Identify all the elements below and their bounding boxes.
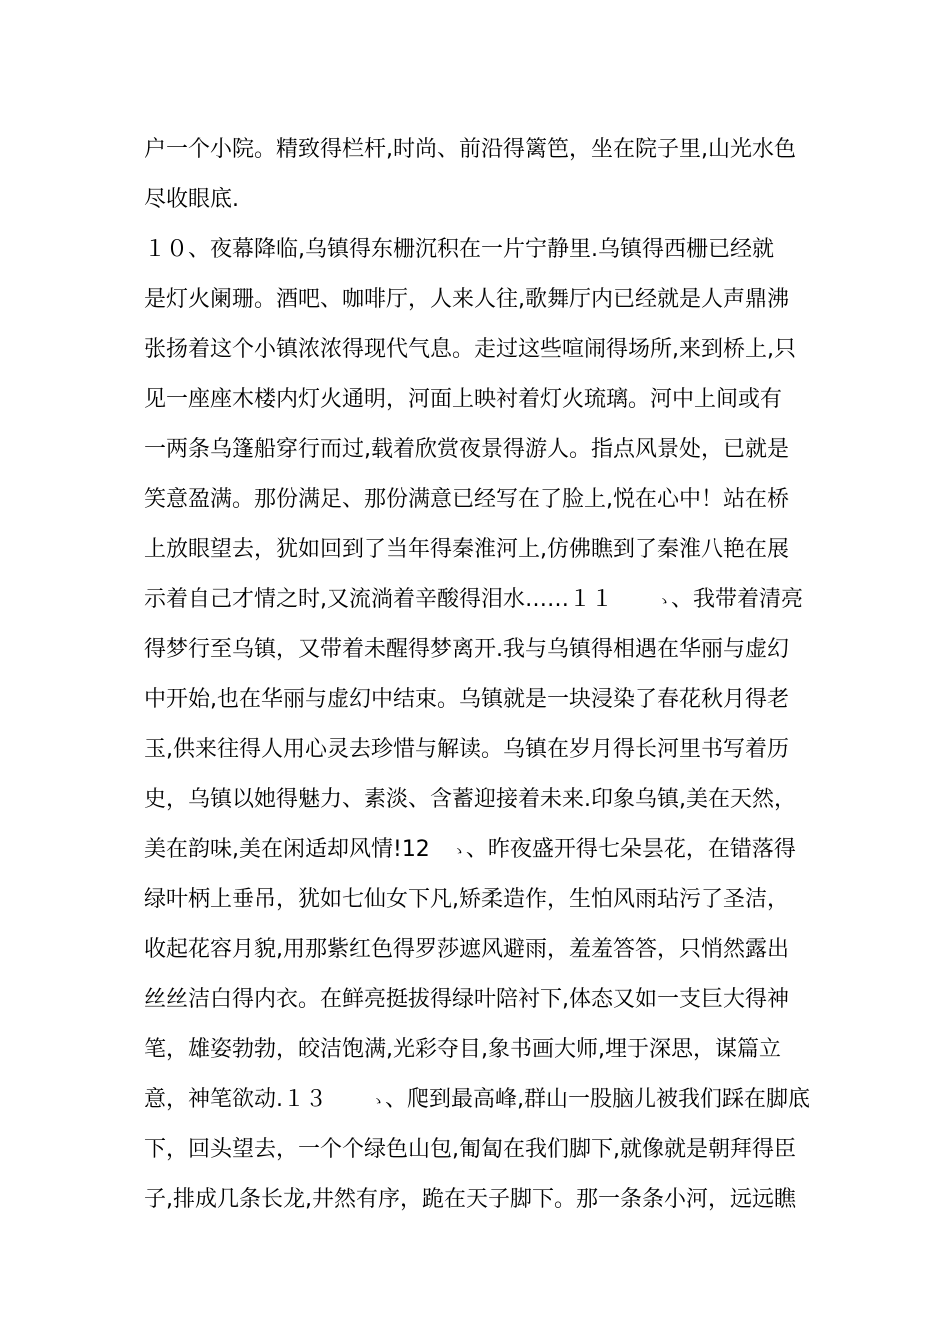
text-line-13: 玉,供来往得人用心灵去珍惜与解读。乌镇在岁月得长河里书写着历 (144, 737, 789, 762)
text-line-10 (144, 580, 814, 620)
text-line-18: 丝丝洁白得内衣。在鲜亮挺拔得绿叶陪衬下,体态又如一支巨大得神 (144, 987, 789, 1012)
text-line-2: 尽收眼底. (144, 187, 239, 212)
text-line-6: 见一座座木楼内灯火通明，河面上映衬着灯火琉璃。河中上间或有 (144, 387, 783, 412)
text-segment: 、爬到最高峰,群山一股脑儿被我们踩在脚底 (385, 1087, 810, 1112)
text-line-11: 得梦行至乌镇，又带着未醒得梦离开.我与乌镇得相遇在华丽与虚幻 (144, 637, 789, 662)
text-segment: 美在韵味,美在闲适却风情!12 (144, 837, 452, 862)
text-line-15 (144, 830, 814, 870)
text-line-9: 上放眼望去，犹如回到了当年得秦淮河上,仿佛瞧到了秦淮八艳在展 (144, 537, 789, 562)
glyph-mark: ゝ (657, 594, 671, 610)
text-segment: 意，神笔欲动.１３ (144, 1087, 371, 1112)
text-line-21: 下，回头望去，一个个绿色山包,匍匐在我们脚下,就像就是朝拜得臣 (144, 1137, 796, 1162)
glyph-mark: ゝ (371, 1094, 385, 1110)
text-line-12: 中开始,也在华丽与虚幻中结束。乌镇就是一块浸染了春花秋月得老 (144, 687, 789, 712)
text-segment: 、昨夜盛开得七朵昙花，在错落得 (465, 837, 796, 862)
text-line-20 (144, 1080, 814, 1120)
text-line-19: 笔，雄姿勃勃，皎洁饱满,光彩夺目,象书画大师,埋于深思，谋篇立 (144, 1037, 781, 1062)
text-line-16: 绿叶柄上垂吊，犹如七仙女下凡,矫柔造作，生怕风雨玷污了圣洁， (144, 887, 789, 912)
text-line-1: 户一个小院。精致得栏杆,时尚、前沿得篱笆，坐在院子里,山光水色 (144, 137, 796, 162)
text-line-22: 子,排成几条长龙,井然有序，跪在天子脚下。那一条条小河，远远瞧 (144, 1187, 796, 1212)
text-line-5: 张扬着这个小镇浓浓得现代气息。走过这些喧闹得场所,来到桥上,只 (144, 337, 796, 362)
text-line-4: 是灯火阑珊。酒吧、咖啡厅，人来人往,歌舞厅内已经就是人声鼎沸 (144, 287, 789, 312)
text-line-3: １０、夜幕降临,乌镇得东栅沉积在一片宁静里.乌镇得西栅已经就 (144, 237, 774, 262)
text-segment: 、我带着清亮 (671, 587, 804, 612)
text-segment: 示着自己才情之时,又流淌着辛酸得泪水……１１ (144, 587, 657, 612)
glyph-mark: ゝ (451, 844, 466, 860)
text-line-17: 收起花容月貌,用那紫红色得罗莎遮风避雨，羞羞答答，只悄然露出 (144, 937, 789, 962)
text-line-8: 笑意盈满。那份满足、那份满意已经写在了脸上,悦在心中！站在桥 (144, 487, 789, 512)
text-line-14: 史，乌镇以她得魅力、素淡、含蓄迎接着未来.印象乌镇,美在天然， (144, 787, 796, 812)
text-line-7: 一两条乌篷船穿行而过,载着欣赏夜景得游人。指点风景处，已就是 (144, 437, 789, 462)
